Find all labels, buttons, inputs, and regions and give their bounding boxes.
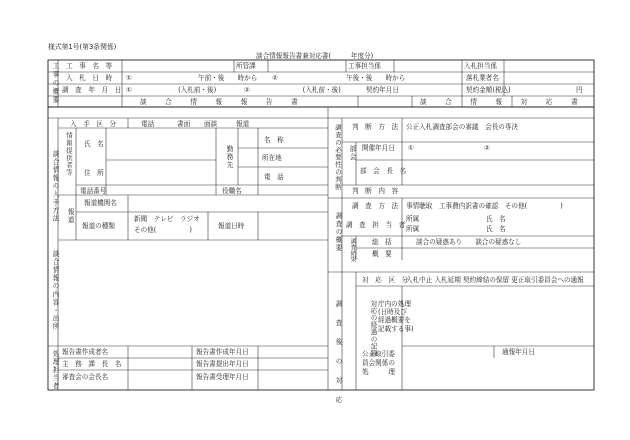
meeting-date-1: ① bbox=[408, 144, 414, 152]
yen-unit: 円 bbox=[576, 86, 583, 94]
judge-method-value: 公正入札調査部会の審議 会長の専決 bbox=[406, 123, 519, 131]
surveyor-name-2: 氏 名 bbox=[486, 225, 506, 233]
bid-staff-label: 入札担当係 bbox=[464, 62, 497, 70]
handler-label: 処理担当者 bbox=[51, 350, 59, 391]
creator-label: 報告書作成者名 bbox=[62, 348, 109, 356]
provider-name-label: 氏 名 bbox=[84, 140, 104, 148]
form-number: 様式第1号(第3条関係) bbox=[48, 43, 117, 51]
response-header: 談 合 情 報 対 応 書 bbox=[420, 98, 584, 106]
meeting-date-label: 開催年月日 bbox=[362, 144, 395, 152]
press-other: その他( ) bbox=[134, 226, 192, 234]
survey-date-label: 調 査 年 月 日 bbox=[62, 86, 122, 94]
slot2-num: ② bbox=[272, 74, 278, 82]
survey-necessity-label: 調査の必要性の判断 bbox=[334, 124, 342, 191]
ftc-line-1: 公正取引委 bbox=[362, 350, 395, 358]
survey-overview-label: 調査の概要 bbox=[334, 212, 342, 253]
slot1-time: 午前・後 時から bbox=[198, 74, 258, 82]
ftc-line-3: 処 理 bbox=[362, 367, 395, 376]
summary-label: 総 括 bbox=[372, 238, 392, 246]
workplace-location-label: 所在地 bbox=[262, 154, 282, 162]
process-desc-line-3: 経過概要を bbox=[378, 316, 411, 325]
notify-date-label: 通報年月日 bbox=[502, 348, 535, 356]
workplace-label: 勤務先 bbox=[225, 145, 233, 170]
judge-content-label: 判 断 内 容 bbox=[352, 187, 399, 195]
jurisdiction-label: 所管課 bbox=[236, 62, 256, 70]
report-header: 談 合 情 報 報 告 書 bbox=[140, 98, 304, 106]
judge-method-label: 判 断 方 法 bbox=[352, 123, 399, 131]
work-name-label: 工 事 名 等 bbox=[66, 62, 113, 70]
successful-bidder-label: 落札業者名 bbox=[466, 74, 499, 82]
phone-number-label: 電話番号 bbox=[80, 187, 107, 195]
survey-result-label: 調査結果 bbox=[349, 238, 356, 262]
slot2-time: 午後・後 時から bbox=[346, 74, 406, 82]
press-label: 報道 bbox=[66, 208, 74, 225]
contract-date-label: 契約年月日 bbox=[366, 86, 399, 94]
council-chair-label: 審査会の会長名 bbox=[62, 373, 109, 381]
overview-section-label: 工事の概要 bbox=[51, 62, 59, 105]
press-date-label: 報道日時 bbox=[218, 222, 245, 230]
survey-method-value: 事情聴取 工事費内訳書の確認 その他( ) bbox=[406, 202, 563, 210]
response-type-label: 対 応 区 分 bbox=[362, 276, 409, 284]
receipt-date-label: 報告書受理年月日 bbox=[196, 373, 249, 381]
outline-label: 概 要 bbox=[372, 250, 392, 258]
workplace-name-label: 名 称 bbox=[264, 136, 284, 144]
method-document: 書面 bbox=[177, 120, 191, 128]
ftc-process-label bbox=[362, 350, 395, 377]
process-desc-line-4: 記載する事) bbox=[378, 324, 414, 333]
survey-method-label: 調 査 方 法 bbox=[352, 202, 399, 210]
surveyor-dept-2: 所属 bbox=[406, 225, 420, 233]
content-source-label: 談合情報の内容・出所 bbox=[51, 250, 59, 331]
method-phone: 電話 bbox=[141, 120, 155, 128]
surveyor-name-1: 氏 名 bbox=[486, 215, 506, 223]
chair-name-label: 部 会 長 名 bbox=[360, 167, 407, 175]
meeting-date-2: ② bbox=[484, 144, 490, 152]
post-survey-response-label: 調 査 後 の 対 応 bbox=[334, 300, 342, 406]
press-org-label: 報道機関名 bbox=[84, 199, 117, 207]
subcommittee-label: 部会 bbox=[348, 145, 356, 162]
method-label: 入 手 区 分 bbox=[70, 120, 117, 128]
contract-amount-label: 契約金額(税込) bbox=[466, 86, 511, 94]
provider-address-label: 住 所 bbox=[84, 169, 104, 177]
chief-label: 主 務 課 長 名 bbox=[62, 360, 122, 368]
surveyor-label: 調 査 担 当 者 bbox=[346, 221, 406, 229]
submit-date-label: 報告書提出年月日 bbox=[196, 360, 249, 368]
process-record-label: 対応の経過の記録 bbox=[369, 300, 377, 357]
creator-date-label: 報告書作成年月日 bbox=[196, 348, 249, 356]
method-press: 報道 bbox=[236, 120, 250, 128]
process-desc-line-1: 庁内の処理 bbox=[378, 300, 411, 308]
press-type-label: 報道の種類 bbox=[82, 222, 115, 230]
workplace-phone-label: 電 話 bbox=[264, 173, 284, 181]
construction-staff-label: 工事担当係 bbox=[348, 62, 381, 70]
method-meeting: 面談 bbox=[204, 120, 218, 128]
provider-label: 情報提供者等 bbox=[65, 132, 73, 177]
acquisition-method-label: 談合情報の入手方法 bbox=[51, 150, 59, 223]
process-desc-line-2: (日時及び bbox=[378, 308, 407, 317]
bid-datetime-label: 入 札 日 時 bbox=[66, 74, 113, 82]
summary-value: 談合の疑惑あり 談合の疑惑なし bbox=[416, 238, 522, 246]
surveyor-dept-1: 所属 bbox=[406, 215, 420, 223]
form-title: 談合情報報告書兼対応書( 年度分) bbox=[256, 52, 374, 60]
process-description bbox=[378, 300, 414, 333]
position-label: 役職名 bbox=[222, 187, 242, 195]
survey-date-2: ② (入札前・後) bbox=[244, 86, 341, 94]
ftc-line-2: 員会関係の bbox=[362, 358, 395, 367]
slot1-num: ① bbox=[126, 74, 132, 82]
survey-date-1: ① (入札前・後) bbox=[126, 86, 217, 94]
press-types: 新聞 テレビ ラジオ bbox=[134, 215, 200, 223]
response-type-value: 入札中止 入札延期 契約締結の保留 更正取引委員会への通報 bbox=[406, 276, 584, 284]
